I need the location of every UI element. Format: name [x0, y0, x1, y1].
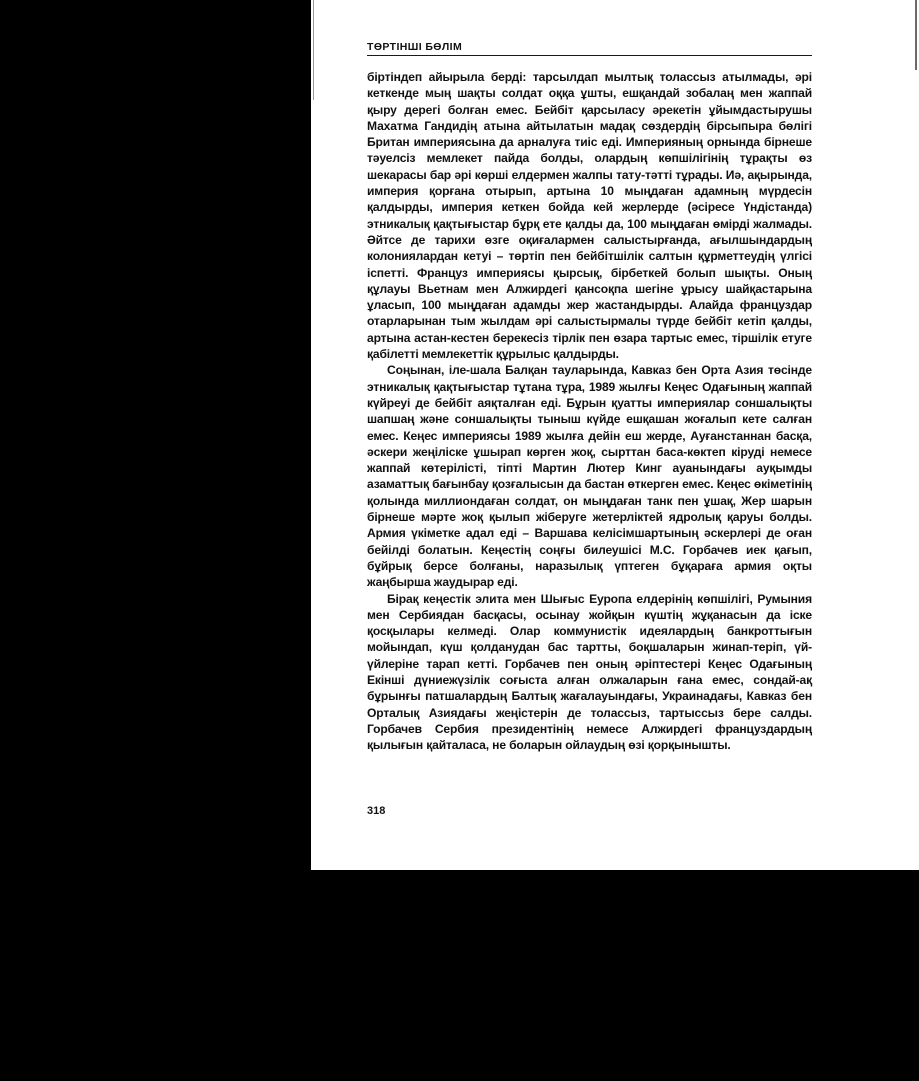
paragraph-3: Бірақ кеңестік элита мен Шығыс Еуропа елдерінің көпшілігі, Румыния мен Сербиядан басқасы, осынау жойқын күштің жұқанасын да іске қосқылары келмеді. Олар коммунистік идеялардың банкроттығын мойындап, күш қолданудан бас тартты, боқшаларын жинап-теріп, үй-үйлеріне тарап кетті. Горбачев пен оның әріптестері Кеңес Одағының Екінші дүниежүзілік соғыста алған олжаларын ғана емес, сондай-ақ бұрынғы патшалардың Балтық жағалауындағы, Украинадағы, Кавказ бен Орталық Азиядағы жеңістерін де толассыз, тартыссыз бере салды. Горбачев Сербия президентінің немесе Алжирдегі француздардың қылығын қайталаса, не боларын ойлаудың өзі қорқынышты.: [367, 591, 812, 753]
page-number: 318: [367, 805, 386, 817]
book-page: [311, 0, 919, 870]
page-gutter-line: [313, 0, 314, 100]
body-text: [367, 69, 812, 753]
running-head: ТӨРТІНШІ БӨЛІМ: [367, 41, 812, 56]
paragraph-1: біртіндеп айырыла берді: тарсылдап мылтық толассыз атылмады, әрі кеткенде мың шақты солдат оққа ұшты, ешқандай зобалаң мен жаппай қыру дерегі болған емес. Бейбіт қарсыласу әрекетін ұйымдастырушы Махатма Гандидің атына айтылатын мадақ сөздердің бірсыпыра бөлігі Британ империясына да арналуға тиіс еді. Империяның орнында бірнеше тәуелсіз мемлекет пайда болды, олардың көпшілігінің тұрақты өз шекарасы бар әрі көрші елдермен жалпы тату-тәтті тұрады. Иә, ақырында, империя қорғана отырып, артына 10 мыңдаған адамның мүрдесін қалдырды, империя кеткен бойда кей жерлерде (әсіресе Үндістанда) этникалық қақтығыстар бұрқ ете қалды да, 100 мыңдаған өмірді жалмады. Әйтсе де тарихи өзге оқиғалармен салыстырғанда, ағылшындардың колониялардан кетуі – төртіп пен бейбітшілік салтын құрметтеудің үлгісі іспетті. Француз империясы қырсық, бірбеткей болып шықты. Оның құлауы Вьетнам мен Алжирдегі қансоқпа шегіне ұрысу шайқастарына ұласып, 100 мыңдаған адамды жер жастандырды. Алайда француздар отарларынан тым жылдам әрі салыстырмалы түрде бейбіт кетіп қалды, артына астан-кестен берекесіз тірлік пен өзара тартыс емес, тіршілік етуге қабілетті мемлекеттік құрылыс қалдырды.: [367, 70, 812, 362]
page-edge-mark: [915, 0, 917, 70]
paragraph-2: Соңынан, іле-шала Балқан тауларында, Кавказ бен Орта Азия төсінде этникалық қақтығыстар тұтана тұра, 1989 жылғы Кеңес Одағының жаппай күйреуі де бейбіт аяқталған еді. Бұрын қуатты империялар соншалықты шапшаң және соншалықты тыныш күйде ешқашан жоғалып кете салған емес. Кеңес империясы 1989 жылға дейін еш жерде, Ауғанстаннан басқа, әскери жеңіліске ұшырап көрген жоқ, сырттан баса-көктеп кіруді немесе жаппай көтерілісті, тіпті Мартин Лютер Кинг ауанындағы ауқымды азаматтық бағынбау қозғалысын да бастан өткерген емес. Кеңес өкіметінің қолында миллиондаған солдат, он мыңдаған танк пен ұшақ, Жер шарын бірнеше мәрте жоқ қылып жіберуге жетерліктей ядролық қаруы болды. Армия үкіметке адал еді – Варшава келісімшартының әскерлері де оған бейілді болатын. Кеңестің соңғы билеушісі М.С. Горбачев иек қағып, бұйрық берсе болғаны, наразылық үптеген бұқараға армия оқты жаңбырша жаудырар еді.: [367, 363, 812, 590]
